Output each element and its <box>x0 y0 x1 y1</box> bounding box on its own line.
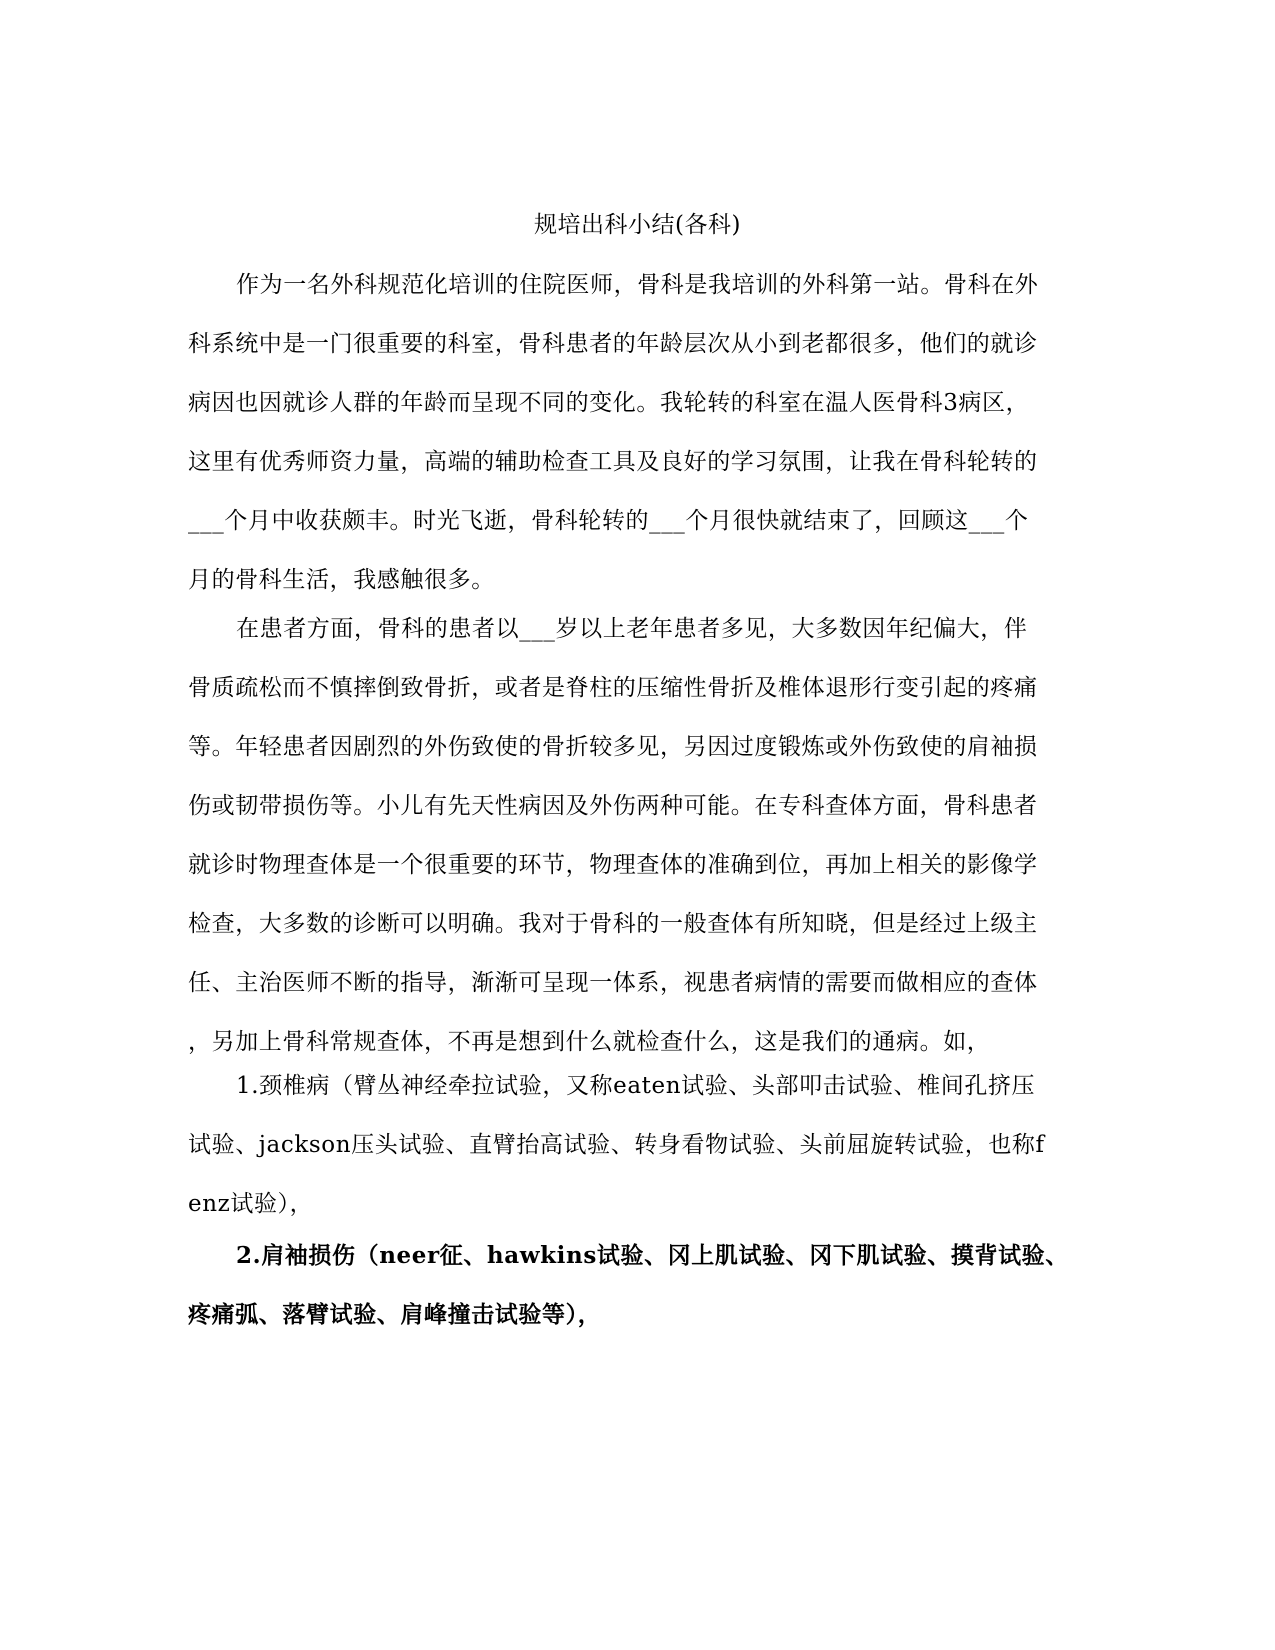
list-item-rotator-cuff <box>188 1226 1088 1344</box>
paragraph-line: 月的骨科生活，我感触很多。 <box>188 567 495 593</box>
paragraph-line: 1.颈椎病（臂丛神经牵拉试验，又称eaten试验、头部叩击试验、椎间孔挤压 <box>236 1073 1036 1099</box>
paragraph-line: 骨质疏松而不慎摔倒致骨折，或者是脊柱的压缩性骨折及椎体退形行变引起的疼痛 <box>188 675 1038 701</box>
paragraph-line: 就诊时物理查体是一个很重要的环节，物理查体的准确到位，再加上相关的影像学 <box>188 852 1038 878</box>
paragraph-line: 任、主治医师不断的指导，渐渐可呈现一体系，视患者病情的需要而做相应的查体 <box>188 970 1038 996</box>
paragraph-line: 伤或韧带损伤等。小儿有先天性病因及外伤两种可能。在专科查体方面，骨科患者 <box>188 793 1038 819</box>
paragraph-intro <box>188 256 1088 610</box>
list-item-cervical <box>188 1057 1088 1234</box>
paragraph-line: ，另加上骨科常规查体，不再是想到什么就检查什么，这是我们的通病。如， <box>188 1029 991 1055</box>
paragraph-line: 科系统中是一门很重要的科室，骨科患者的年龄层次从小到老都很多，他们的就诊 <box>188 331 1038 357</box>
paragraph-line: 试验、jackson压头试验、直臂抬高试验、转身看物试验、头前屈旋转试验，也称f <box>188 1132 1045 1158</box>
paragraph-line: 作为一名外科规范化培训的住院医师，骨科是我培训的外科第一站。骨科在外 <box>236 272 1039 298</box>
paragraph-line: 这里有优秀师资力量，高端的辅助检查工具及良好的学习氛围，让我在骨科轮转的 <box>188 449 1038 475</box>
paragraph-line: 疼痛弧、落臂试验、肩峰撞击试验等）， <box>188 1301 602 1328</box>
paragraph-line: enz试验）， <box>188 1191 314 1217</box>
paragraph-line: 检查，大多数的诊断可以明确。我对于骨科的一般查体有所知晓，但是经过上级主 <box>188 911 1038 937</box>
document-title: 规培出科小结(各科) <box>534 212 741 238</box>
paragraph-line: 等。年轻患者因剧烈的外伤致使的骨折较多见，另因过度锻炼或外伤致使的肩袖损 <box>188 734 1038 760</box>
paragraph-line: 在患者方面，骨科的患者以___岁以上老年患者多见，大多数因年纪偏大，伴 <box>236 616 1028 642</box>
paragraph-line: 病因也因就诊人群的年龄而呈现不同的变化。我轮转的科室在温人医骨科3病区， <box>188 390 1030 416</box>
paragraph-line: 2.肩袖损伤（neer征、hawkins试验、冈上肌试验、冈下肌试验、摸背试验、 <box>236 1242 1069 1269</box>
paragraph-patients <box>188 600 1088 1072</box>
paragraph-line: ___个月中收获颇丰。时光飞逝，骨科轮转的___个月很快就结束了，回顾这___个 <box>188 508 1029 534</box>
